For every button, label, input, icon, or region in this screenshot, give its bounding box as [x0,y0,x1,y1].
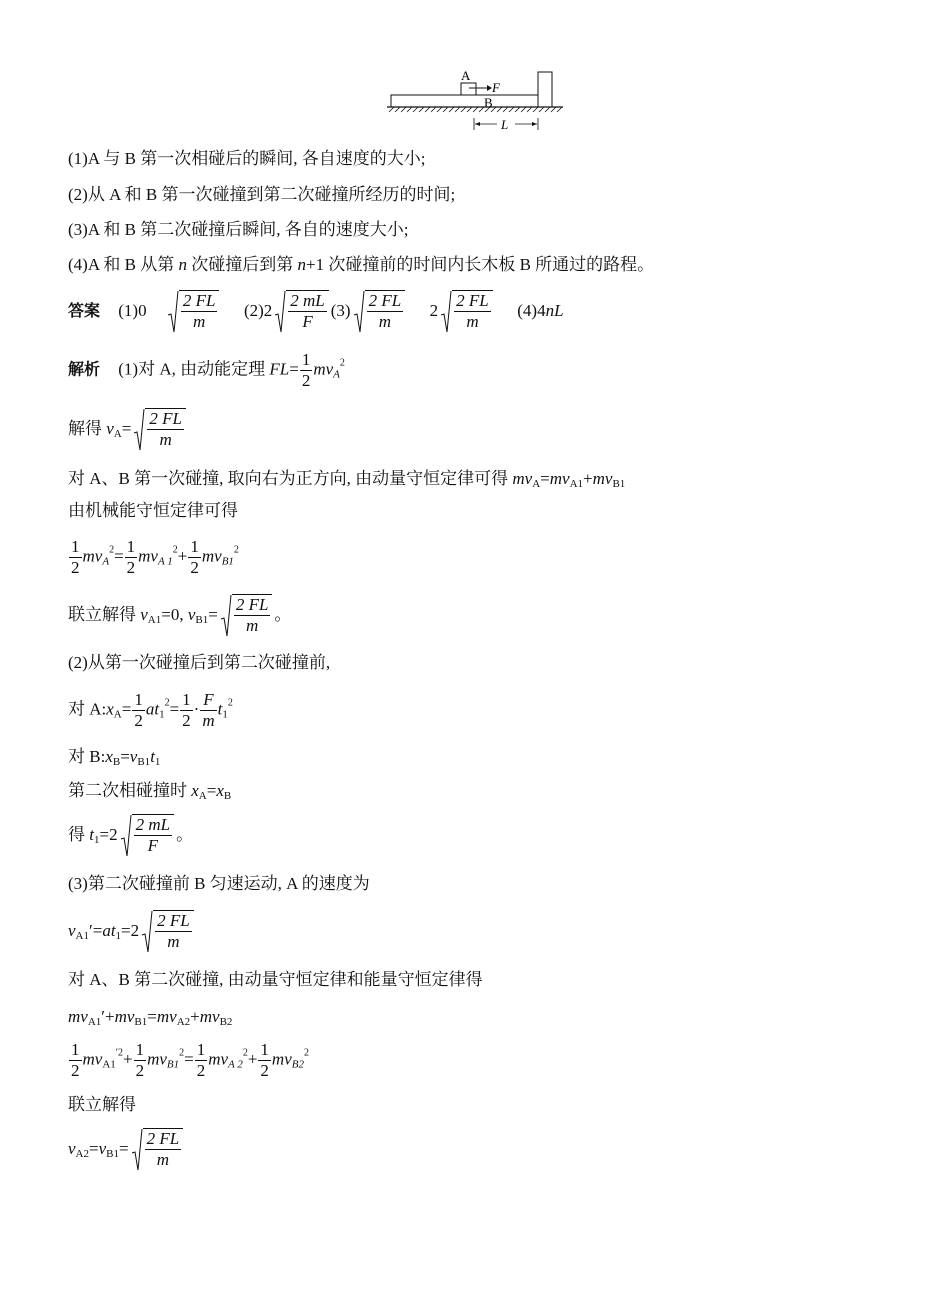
board-b [391,95,538,107]
question-4: (4)A 和 B 从第 n 次碰撞后到第 n+1 次碰撞前的时间内长木板 B 所通过的路程。 [68,255,655,274]
figure-label-l: L [501,117,509,132]
answer-line: 答案 (1)0 $\frac{2 FL}{m}$ (2)2 $\frac{2 mL}{F}$ (3) $\frac{2 FL}{m}$ 2 $\frac{2 FL}{m}$ (4)4nL [68,290,564,334]
analysis-line-3: 对 A、B 第一次碰撞, 取向右为正方向, 由动量守恒定律可得 $mv_A=mv_{A1}+mv_{B1}$ [68,469,626,490]
analysis-line-6: 联立解得 $v_{A1}=0$, $v_{B1}=$ $\frac{2 FL}{m}$ 。 [68,594,291,638]
dim-arrow-right [532,122,537,126]
answer-label: 答案 [68,300,101,320]
sqrt-2fl-m: $\frac{2 FL}{m}$ [133,408,186,452]
sqrt-2fl-m: $\frac{2 FL}{m}$ [220,594,273,638]
analysis-line-2: 解得 $v_A=$ $\frac{2 FL}{m}$ [68,408,188,452]
dim-arrow-left [475,122,480,126]
question-3: (3)A 和 B 第二次碰撞后瞬间, 各自的速度大小; [68,220,409,239]
sqrt-2fl-m: $\frac{2 FL}{m}$ [141,910,194,954]
analysis-line-10: 第二次相碰撞时 $x_A=x_B$ [68,781,232,802]
sqrt-2fl-m: $\frac{2 FL}{m}$ [353,290,406,334]
analysis-line-16: $\frac{1}{2}$ $mv_{A1}^{'2}+$ $\frac{1}{2}$ $mv_{B1}^2=$ $\frac{1}{2}$ $mv_{A 2}^2+$ $\frac{1}{2}$ $mv_{B2}^2$ [71,1040,309,1080]
analysis-line-12: (3)第二次碰撞前 B 匀速运动, A 的速度为 [68,874,370,893]
ground-hatch [389,107,562,112]
analysis-line-1: 解析 (1)对 A, 由动能定理 FL= $\frac{1}{2}$ $mv_A^2$ [68,350,345,390]
sqrt-2ml-f: $\frac{2 mL}{F}$ [274,290,328,334]
block-a [461,83,476,95]
sqrt-2fl-m: $\frac{2 FL}{m}$ [167,290,220,334]
sqrt-2fl-m: $\frac{2 FL}{m}$ [131,1128,184,1172]
analysis-label: 解析 [68,359,101,379]
sqrt-2fl-m: $\frac{2 FL}{m}$ [440,290,493,334]
analysis-line-9: 对 $B:x_B=v_{B1}t_1$ [68,747,161,768]
analysis-line-15: $mv_{A1}'+mv_{B1}=mv_{A2}+mv_{B2}$ [68,1007,233,1028]
figure-label-f: F [492,80,500,95]
question-2: (2)从 A 和 B 第一次碰撞到第二次碰撞所经历的时间; [68,185,456,204]
physics-figure [385,66,565,132]
question-1: (1)A 与 B 第一次相碰后的瞬间, 各自速度的大小; [68,149,426,168]
figure-label-b: B [484,95,493,110]
analysis-line-14: 对 A、B 第二次碰撞, 由动量守恒定律和能量守恒定律得 [68,970,483,989]
analysis-line-11: 得 $t_1=2$ $\frac{2 mL}{F}$ 。 [68,814,193,858]
analysis-line-7: (2)从第一次碰撞后到第二次碰撞前, [68,653,331,672]
sqrt-2ml-f: $\frac{2 mL}{F}$ [120,814,174,858]
figure-label-a: A [461,68,471,83]
analysis-line-4: 由机械能守恒定律可得 [68,501,238,520]
analysis-line-5: $\frac{1}{2}$ $mv_A^2=$ $\frac{1}{2}$ $mv_{A 1}^2+$ $\frac{1}{2}$ $mv_{B1}^2$ [71,537,239,577]
analysis-line-8: 对 $A:x_A=$ $\frac{1}{2}$ $at_1^2=$ $\frac{1}{2}$ · $\frac{F}{m}$ $t_1^2$ [68,690,233,730]
analysis-line-13: $v_{A1}'=at_1=2$ $\frac{2 FL}{m}$ [68,910,196,954]
wall [538,72,552,107]
analysis-line-18: $v_{A2}=v_{B1}=$ $\frac{2 FL}{m}$ [68,1128,185,1172]
analysis-line-17: 联立解得 [68,1095,136,1114]
